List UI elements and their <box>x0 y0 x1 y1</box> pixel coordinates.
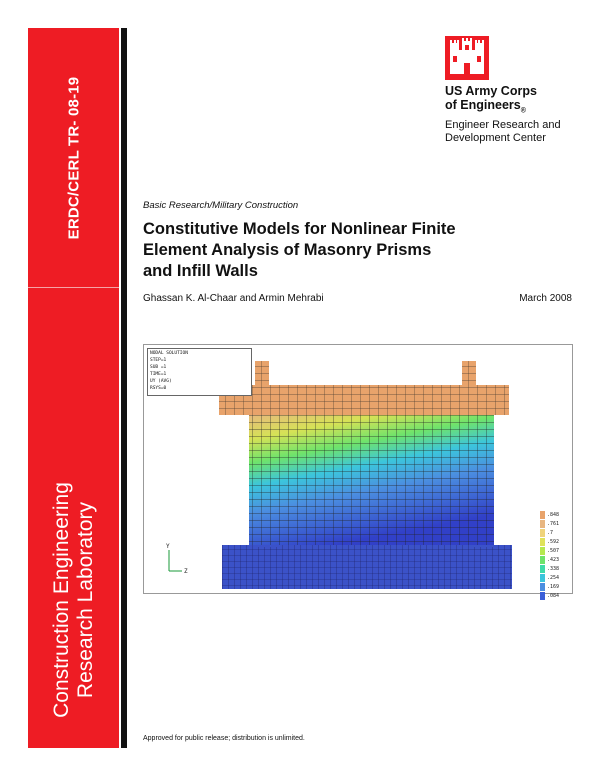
authors: Ghassan K. Al-Chaar and Armin Mehrabi <box>143 293 324 304</box>
plot-info-box <box>147 348 252 396</box>
org-line2-text: of Engineers <box>445 98 521 112</box>
svg-text:Y: Y <box>166 543 170 550</box>
legend-swatch <box>540 529 545 537</box>
legend-swatch <box>540 511 545 519</box>
info-line: TIME=1 <box>150 372 167 377</box>
legend-label: .254 <box>547 574 560 581</box>
org-line1: US Army Corps <box>445 84 537 98</box>
title-line: Element Analysis of Masonry Prisms <box>143 241 432 259</box>
series-label: Basic Research/Military Construction <box>143 200 299 211</box>
publication-date: March 2008 <box>519 293 572 304</box>
legend-entry <box>540 528 572 537</box>
legend-label: .423 <box>547 556 560 563</box>
legend-swatch <box>540 520 545 528</box>
legend-label: .761 <box>547 520 560 527</box>
legend-swatch <box>540 583 545 591</box>
info-line: STEP=1 <box>150 358 167 363</box>
info-line: RSYS=0 <box>150 386 167 391</box>
info-line: UY (AVG) <box>150 379 172 384</box>
legend-swatch <box>540 538 545 546</box>
legend-swatch <box>540 547 545 555</box>
center-line1: Engineer Research and <box>445 118 561 131</box>
legend-label: .507 <box>547 547 560 554</box>
legend-label: .169 <box>547 583 560 590</box>
svg-text:Z: Z <box>184 568 188 575</box>
legend-entry <box>540 537 572 546</box>
report-number: ERDC/CERL TR- 08-19 <box>65 76 83 240</box>
legend-entry <box>540 573 572 582</box>
document-title <box>143 219 533 282</box>
legend-label: .7 <box>547 529 554 536</box>
legend-label: .338 <box>547 565 560 572</box>
info-line: NODAL SOLUTION <box>150 351 188 356</box>
registered-mark: ® <box>520 107 526 115</box>
legend-entry <box>540 519 572 528</box>
lab-name-line2: Research Laboratory <box>74 501 97 699</box>
organization-block <box>445 84 561 145</box>
lab-name <box>50 482 98 718</box>
legend-label: .592 <box>547 538 560 545</box>
band-divider <box>28 287 119 288</box>
legend-label: .848 <box>547 511 560 518</box>
legend-entry <box>540 546 572 555</box>
legend-entry <box>540 510 572 519</box>
distribution-statement: Approved for public release; distribution is unlimited. <box>143 735 305 742</box>
lab-name-line1: Construction Engineering <box>50 482 73 718</box>
legend-entry <box>540 564 572 573</box>
org-line2 <box>445 98 561 119</box>
contour-legend <box>540 510 572 600</box>
legend-swatch <box>540 565 545 573</box>
title-line: Constitutive Models for Nonlinear Finite <box>143 220 456 238</box>
legend-swatch <box>540 556 545 564</box>
info-line: SUB =1 <box>150 365 167 370</box>
fea-figure <box>143 344 573 599</box>
legend-entry <box>540 582 572 591</box>
castle-icon <box>445 36 489 80</box>
title-line: and Infill Walls <box>143 262 258 280</box>
legend-entry <box>540 591 572 600</box>
black-bar <box>121 28 127 748</box>
legend-entry <box>540 555 572 564</box>
legend-swatch <box>540 574 545 582</box>
center-line2: Development Center <box>445 131 546 144</box>
legend-swatch <box>540 592 545 600</box>
legend-label: .084 <box>547 592 560 599</box>
